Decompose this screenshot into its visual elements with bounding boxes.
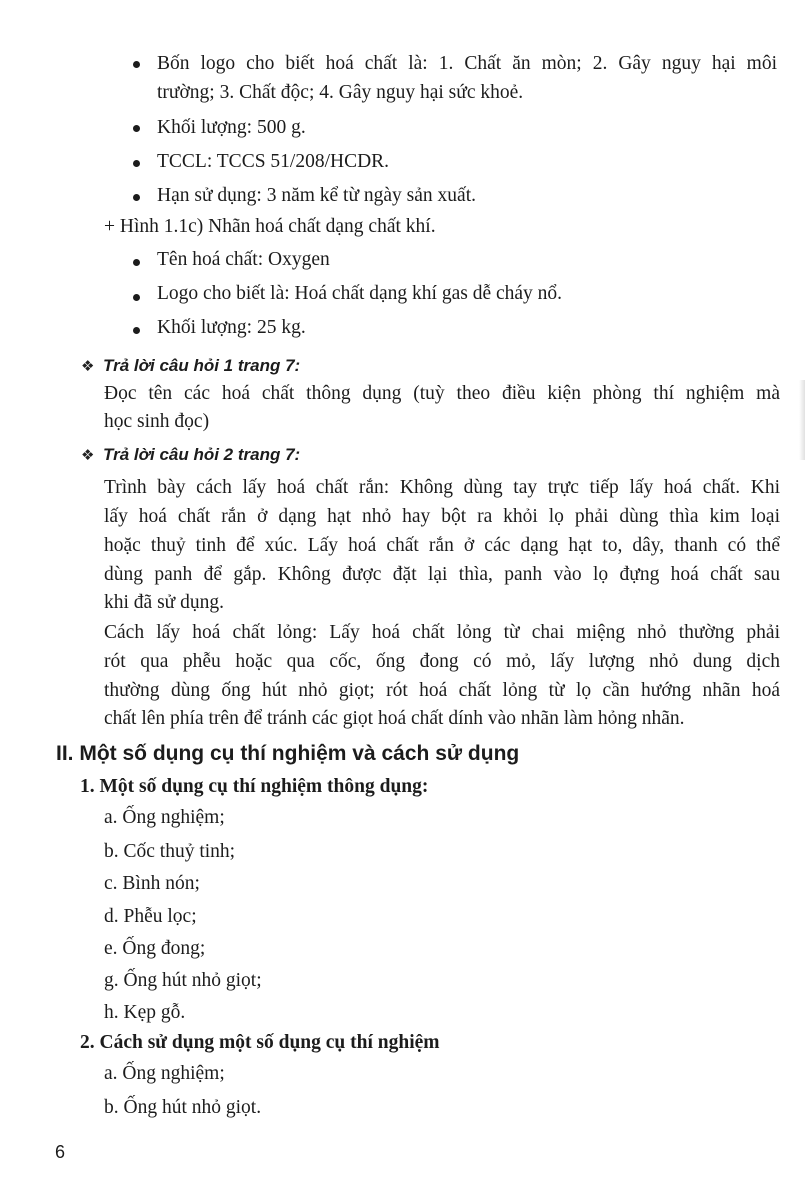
list-item: a. Ống nghiệm; [104, 1063, 225, 1084]
answer-line: khi đã sử dụng. [104, 592, 224, 613]
bullet-text: Khối lượng: 500 g. [157, 117, 306, 138]
bullet-dot [133, 294, 140, 301]
answer-line: Trình bày cách lấy hoá chất rắn: Không dùng tay trực tiếp lấy hoá chất. Khi [104, 477, 780, 498]
answer-line: học sinh đọc) [104, 411, 210, 432]
page-edge-shadow [799, 380, 805, 460]
diamond-bullet-icon: ❖ [81, 446, 95, 464]
subsection-heading: 2. Cách sử dụng một số dụng cụ thí nghiệm [80, 1032, 440, 1053]
figure-intro: + Hình 1.1c) Nhãn hoá chất dạng chất khí. [104, 216, 436, 237]
answer-line: Cách lấy hoá chất lỏng: Lấy hoá chất lỏng từ chai miệng nhỏ thường phải [104, 622, 780, 643]
bullet-text: Hạn sử dụng: 3 năm kể từ ngày sản xuất. [157, 185, 476, 206]
bullet-text: Khối lượng: 25 kg. [157, 317, 306, 338]
answer-line: Đọc tên các hoá chất thông dụng (tuỳ theo điều kiện phòng thí nghiệm mà [104, 383, 780, 404]
subsection-heading: 1. Một số dụng cụ thí nghiệm thông dụng: [80, 776, 429, 797]
bullet-text: Bốn logo cho biết hoá chất là: 1. Chất ăn mòn; 2. Gây nguy hại môi [157, 53, 777, 74]
bullet-dot [133, 125, 140, 132]
bullet-dot [133, 194, 140, 201]
bullet-dot [133, 327, 140, 334]
question-1-heading: Trả lời câu hỏi 1 trang 7: [103, 356, 301, 375]
list-item: a. Ống nghiệm; [104, 807, 225, 828]
answer-line: chất lên phía trên để tránh các giọt hoá chất dính vào nhãn làm hỏng nhãn. [104, 708, 685, 729]
list-item: b. Ống hút nhỏ giọt. [104, 1097, 262, 1118]
bullet-text: Logo cho biết là: Hoá chất dạng khí gas dễ cháy nổ. [157, 283, 563, 304]
bullet-dot [133, 259, 140, 266]
bullet-dot [133, 160, 140, 167]
answer-line: thường dùng ống hút nhỏ giọt; rót hoá chất lỏng từ lọ cần hướng nhãn hoá [104, 680, 780, 701]
bullet-dot [133, 61, 140, 68]
list-item: g. Ống hút nhỏ giọt; [104, 970, 262, 991]
bullet-text: TCCL: TCCS 51/208/HCDR. [157, 151, 390, 172]
answer-line: dùng panh để gắp. Không được đặt lại thìa, panh vào lọ đựng hoá chất sau [104, 564, 780, 585]
list-item: c. Bình nón; [104, 873, 200, 894]
diamond-bullet-icon: ❖ [81, 357, 95, 375]
bullet-text: Tên hoá chất: Oxygen [157, 249, 330, 270]
list-item: d. Phễu lọc; [104, 906, 197, 927]
bullet-text-cont: trường; 3. Chất độc; 4. Gây nguy hại sức khoẻ. [157, 82, 524, 103]
answer-line: rót qua phễu hoặc qua cốc, ống đong có mỏ, lấy lượng nhỏ dung dịch [104, 651, 780, 672]
page-number: 6 [55, 1142, 66, 1162]
answer-line: hoặc thuỷ tinh để xúc. Lấy hoá chất rắn ở các dạng hạt to, dây, thanh có thể [104, 535, 780, 556]
list-item: h. Kẹp gỗ. [104, 1002, 186, 1023]
question-2-heading: Trả lời câu hỏi 2 trang 7: [103, 445, 301, 464]
list-item: b. Cốc thuỷ tinh; [104, 841, 236, 862]
list-item: e. Ống đong; [104, 938, 206, 959]
section-heading: II. Một số dụng cụ thí nghiệm và cách sử dụng [56, 742, 520, 765]
answer-line: lấy hoá chất rắn ở dạng hạt nhỏ hay bột ra khỏi lọ phải dùng thìa kim loại [104, 506, 780, 527]
